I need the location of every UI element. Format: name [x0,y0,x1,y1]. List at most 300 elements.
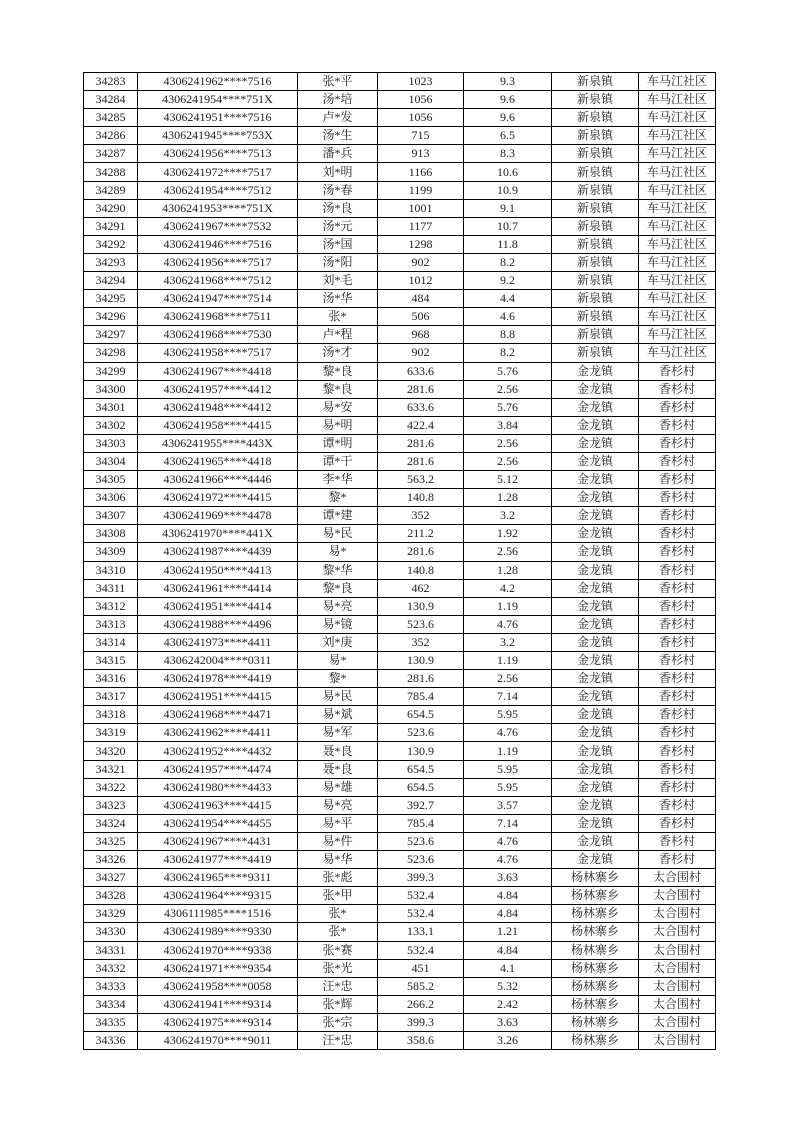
village-cell: 太合围村 [639,1013,716,1031]
amount-cell: 484 [378,290,464,308]
village-cell: 香杉村 [639,543,716,561]
person-name-cell: 黎* [298,670,378,688]
person-name-cell: 汤*才 [298,344,378,362]
village-cell: 车马江社区 [639,217,716,235]
person-name-cell: 汤*生 [298,127,378,145]
row-number-cell: 34287 [84,145,138,163]
table-row [84,923,716,941]
village-cell: 香杉村 [639,615,716,633]
table-row [84,181,716,199]
area-cell: 8.8 [464,326,552,344]
town-cell: 金龙镇 [552,814,639,832]
person-name-cell: 黎*良 [298,380,378,398]
town-cell: 新泉镇 [552,253,639,271]
amount-cell: 532.4 [378,887,464,905]
area-cell: 9.1 [464,199,552,217]
amount-cell: 281.6 [378,670,464,688]
person-name-cell: 易*件 [298,832,378,850]
person-name-cell: 易*斌 [298,706,378,724]
table-row [84,869,716,887]
table-row [84,362,716,380]
amount-cell: 352 [378,633,464,651]
area-cell: 3.57 [464,796,552,814]
town-cell: 杨林寨乡 [552,887,639,905]
village-cell: 太合围村 [639,995,716,1013]
id-number-cell: 4306241947****7514 [138,290,298,308]
person-name-cell: 聂*良 [298,742,378,760]
town-cell: 金龙镇 [552,633,639,651]
area-cell: 4.2 [464,579,552,597]
row-number-cell: 34308 [84,525,138,543]
person-name-cell: 卢*程 [298,326,378,344]
amount-cell: 1298 [378,235,464,253]
row-number-cell: 34316 [84,670,138,688]
table-row [84,724,716,742]
amount-cell: 140.8 [378,561,464,579]
id-number-cell: 4306241962****4411 [138,724,298,742]
row-number-cell: 34315 [84,652,138,670]
amount-cell: 654.5 [378,760,464,778]
row-number-cell: 34283 [84,73,138,91]
person-name-cell: 卢*发 [298,109,378,127]
row-number-cell: 34306 [84,489,138,507]
town-cell: 杨林寨乡 [552,923,639,941]
town-cell: 新泉镇 [552,272,639,290]
table-row [84,561,716,579]
amount-cell: 523.6 [378,851,464,869]
town-cell: 新泉镇 [552,199,639,217]
village-cell: 太合围村 [639,959,716,977]
village-cell: 太合围村 [639,905,716,923]
person-name-cell: 刘*毛 [298,272,378,290]
town-cell: 金龙镇 [552,724,639,742]
village-cell: 太合围村 [639,869,716,887]
table-row [84,887,716,905]
person-name-cell: 张*彪 [298,869,378,887]
table-row [84,905,716,923]
town-cell: 杨林寨乡 [552,977,639,995]
area-cell: 6.5 [464,127,552,145]
amount-cell: 523.6 [378,832,464,850]
row-number-cell: 34301 [84,398,138,416]
town-cell: 杨林寨乡 [552,905,639,923]
table-body [84,73,716,1050]
town-cell: 新泉镇 [552,91,639,109]
table-row [84,217,716,235]
row-number-cell: 34333 [84,977,138,995]
table-row [84,652,716,670]
village-cell: 车马江社区 [639,344,716,362]
table-row [84,778,716,796]
person-name-cell: 聂*良 [298,760,378,778]
id-number-cell: 4306241954****751X [138,91,298,109]
id-number-cell: 4306241951****4415 [138,688,298,706]
town-cell: 新泉镇 [552,127,639,145]
town-cell: 杨林寨乡 [552,959,639,977]
area-cell: 2.56 [464,670,552,688]
row-number-cell: 34305 [84,471,138,489]
person-name-cell: 张*平 [298,73,378,91]
row-number-cell: 34324 [84,814,138,832]
amount-cell: 902 [378,344,464,362]
amount-cell: 968 [378,326,464,344]
area-cell: 9.2 [464,272,552,290]
village-cell: 车马江社区 [639,290,716,308]
row-number-cell: 34321 [84,760,138,778]
table-row [84,326,716,344]
table-row [84,235,716,253]
id-number-cell: 4306241951****4414 [138,597,298,615]
person-name-cell: 刘*庚 [298,633,378,651]
town-cell: 杨林寨乡 [552,869,639,887]
row-number-cell: 34328 [84,887,138,905]
id-number-cell: 4306241975****9314 [138,1013,298,1031]
area-cell: 4.84 [464,941,552,959]
row-number-cell: 34295 [84,290,138,308]
table-row [84,579,716,597]
person-name-cell: 张*辉 [298,995,378,1013]
row-number-cell: 34294 [84,272,138,290]
id-number-cell: 4306241968****4471 [138,706,298,724]
town-cell: 金龙镇 [552,796,639,814]
id-number-cell: 4306241958****4415 [138,416,298,434]
village-cell: 香杉村 [639,489,716,507]
person-name-cell: 易*雄 [298,778,378,796]
row-number-cell: 34323 [84,796,138,814]
amount-cell: 358.6 [378,1031,464,1049]
table-row [84,688,716,706]
person-name-cell: 刘*明 [298,163,378,181]
person-name-cell: 汪*忠 [298,977,378,995]
village-cell: 太合围村 [639,1031,716,1049]
amount-cell: 1177 [378,217,464,235]
id-number-cell: 4306241963****4415 [138,796,298,814]
area-cell: 4.76 [464,851,552,869]
row-number-cell: 34317 [84,688,138,706]
table-row [84,670,716,688]
amount-cell: 392.7 [378,796,464,814]
id-number-cell: 4306241969****4478 [138,507,298,525]
town-cell: 新泉镇 [552,145,639,163]
village-cell: 车马江社区 [639,109,716,127]
amount-cell: 1199 [378,181,464,199]
id-number-cell: 4306241958****7517 [138,344,298,362]
town-cell: 新泉镇 [552,109,639,127]
amount-cell: 140.8 [378,489,464,507]
table-row [84,977,716,995]
town-cell: 金龙镇 [552,434,639,452]
row-number-cell: 34284 [84,91,138,109]
town-cell: 新泉镇 [552,235,639,253]
town-cell: 金龙镇 [552,525,639,543]
village-cell: 香杉村 [639,778,716,796]
id-number-cell: 4306241972****7517 [138,163,298,181]
town-cell: 金龙镇 [552,851,639,869]
area-cell: 3.63 [464,1013,552,1031]
area-cell: 4.76 [464,832,552,850]
amount-cell: 281.6 [378,380,464,398]
id-number-cell: 4306241951****7516 [138,109,298,127]
amount-cell: 654.5 [378,706,464,724]
village-cell: 香杉村 [639,724,716,742]
person-name-cell: 张*宗 [298,1013,378,1031]
table-row [84,1031,716,1049]
town-cell: 金龙镇 [552,579,639,597]
amount-cell: 532.4 [378,905,464,923]
village-cell: 香杉村 [639,398,716,416]
id-number-cell: 4306241968****7530 [138,326,298,344]
id-number-cell: 4306241977****4419 [138,851,298,869]
town-cell: 金龙镇 [552,416,639,434]
town-cell: 杨林寨乡 [552,1031,639,1049]
town-cell: 金龙镇 [552,688,639,706]
row-number-cell: 34329 [84,905,138,923]
town-cell: 金龙镇 [552,670,639,688]
id-number-cell: 4306111985****1516 [138,905,298,923]
person-name-cell: 易*安 [298,398,378,416]
id-number-cell: 4306241987****4439 [138,543,298,561]
village-cell: 太合围村 [639,887,716,905]
area-cell: 1.92 [464,525,552,543]
amount-cell: 1023 [378,73,464,91]
village-cell: 车马江社区 [639,127,716,145]
area-cell: 1.19 [464,742,552,760]
row-number-cell: 34307 [84,507,138,525]
area-cell: 1.21 [464,923,552,941]
town-cell: 新泉镇 [552,326,639,344]
area-cell: 1.28 [464,489,552,507]
village-cell: 车马江社区 [639,326,716,344]
area-cell: 5.95 [464,778,552,796]
area-cell: 5.32 [464,977,552,995]
town-cell: 金龙镇 [552,471,639,489]
id-number-cell: 4306241966****4446 [138,471,298,489]
table-row [84,1013,716,1031]
person-name-cell: 张* [298,308,378,326]
table-row [84,543,716,561]
village-cell: 香杉村 [639,706,716,724]
table-row [84,814,716,832]
town-cell: 金龙镇 [552,832,639,850]
amount-cell: 130.9 [378,652,464,670]
town-cell: 金龙镇 [552,452,639,470]
table-row [84,489,716,507]
id-number-cell: 4306241952****4432 [138,742,298,760]
area-cell: 5.95 [464,706,552,724]
row-number-cell: 34286 [84,127,138,145]
id-number-cell: 4306241946****7516 [138,235,298,253]
table-row [84,832,716,850]
amount-cell: 399.3 [378,869,464,887]
id-number-cell: 4306241945****753X [138,127,298,145]
area-cell: 8.2 [464,344,552,362]
area-cell: 1.19 [464,597,552,615]
amount-cell: 1166 [378,163,464,181]
row-number-cell: 34336 [84,1031,138,1049]
village-cell: 香杉村 [639,525,716,543]
town-cell: 新泉镇 [552,308,639,326]
table-row [84,706,716,724]
person-name-cell: 易*镜 [298,615,378,633]
table-row [84,471,716,489]
id-number-cell: 4306241970****9338 [138,941,298,959]
area-cell: 2.56 [464,543,552,561]
area-cell: 9.6 [464,109,552,127]
id-number-cell: 4306241972****4415 [138,489,298,507]
town-cell: 金龙镇 [552,778,639,796]
village-cell: 香杉村 [639,579,716,597]
data-table [83,72,716,1050]
person-name-cell: 谭*干 [298,452,378,470]
area-cell: 3.26 [464,1031,552,1049]
village-cell: 香杉村 [639,416,716,434]
person-name-cell: 潘*兵 [298,145,378,163]
village-cell: 香杉村 [639,760,716,778]
person-name-cell: 易*亮 [298,796,378,814]
id-number-cell: 4306241956****7513 [138,145,298,163]
person-name-cell: 张*光 [298,959,378,977]
id-number-cell: 4306241968****7512 [138,272,298,290]
table-row [84,742,716,760]
person-name-cell: 易*军 [298,724,378,742]
id-number-cell: 4306241988****4496 [138,615,298,633]
village-cell: 香杉村 [639,380,716,398]
amount-cell: 633.6 [378,362,464,380]
town-cell: 金龙镇 [552,760,639,778]
village-cell: 香杉村 [639,670,716,688]
village-cell: 香杉村 [639,597,716,615]
person-name-cell: 易*明 [298,416,378,434]
table-row [84,851,716,869]
row-number-cell: 34332 [84,959,138,977]
person-name-cell: 黎*良 [298,579,378,597]
area-cell: 3.2 [464,633,552,651]
area-cell: 3.84 [464,416,552,434]
area-cell: 4.76 [464,615,552,633]
town-cell: 新泉镇 [552,181,639,199]
town-cell: 金龙镇 [552,597,639,615]
row-number-cell: 34290 [84,199,138,217]
area-cell: 10.6 [464,163,552,181]
village-cell: 车马江社区 [639,163,716,181]
area-cell: 5.76 [464,398,552,416]
table-row [84,525,716,543]
amount-cell: 281.6 [378,452,464,470]
town-cell: 金龙镇 [552,652,639,670]
village-cell: 车马江社区 [639,91,716,109]
row-number-cell: 34313 [84,615,138,633]
id-number-cell: 4306241965****9311 [138,869,298,887]
village-cell: 香杉村 [639,796,716,814]
id-number-cell: 4306241964****9315 [138,887,298,905]
amount-cell: 281.6 [378,543,464,561]
village-cell: 车马江社区 [639,73,716,91]
person-name-cell: 张*赛 [298,941,378,959]
town-cell: 金龙镇 [552,706,639,724]
village-cell: 香杉村 [639,633,716,651]
table-row [84,398,716,416]
amount-cell: 633.6 [378,398,464,416]
table-row [84,163,716,181]
town-cell: 金龙镇 [552,615,639,633]
town-cell: 金龙镇 [552,561,639,579]
amount-cell: 281.6 [378,434,464,452]
village-cell: 香杉村 [639,832,716,850]
table-row [84,760,716,778]
amount-cell: 211.2 [378,525,464,543]
area-cell: 1.19 [464,652,552,670]
id-number-cell: 4306241962****7516 [138,73,298,91]
amount-cell: 523.6 [378,615,464,633]
table-row [84,109,716,127]
id-number-cell: 4306241957****4474 [138,760,298,778]
person-name-cell: 张* [298,905,378,923]
table-row [84,452,716,470]
area-cell: 5.95 [464,760,552,778]
village-cell: 车马江社区 [639,272,716,290]
amount-cell: 130.9 [378,597,464,615]
village-cell: 车马江社区 [639,235,716,253]
person-name-cell: 汤*阳 [298,253,378,271]
area-cell: 11.8 [464,235,552,253]
area-cell: 5.76 [464,362,552,380]
person-name-cell: 李*华 [298,471,378,489]
id-number-cell: 4306241973****4411 [138,633,298,651]
village-cell: 香杉村 [639,742,716,760]
village-cell: 太合围村 [639,977,716,995]
person-name-cell: 易* [298,543,378,561]
person-name-cell: 汤*培 [298,91,378,109]
id-number-cell: 4306241970****9011 [138,1031,298,1049]
person-name-cell: 易*华 [298,851,378,869]
area-cell: 5.12 [464,471,552,489]
town-cell: 金龙镇 [552,380,639,398]
amount-cell: 532.4 [378,941,464,959]
village-cell: 太合围村 [639,941,716,959]
person-name-cell: 易*民 [298,688,378,706]
table-row [84,995,716,1013]
town-cell: 新泉镇 [552,163,639,181]
area-cell: 1.28 [464,561,552,579]
id-number-cell: 4306241980****4433 [138,778,298,796]
id-number-cell: 4306241970****441X [138,525,298,543]
amount-cell: 902 [378,253,464,271]
row-number-cell: 34335 [84,1013,138,1031]
person-name-cell: 黎*华 [298,561,378,579]
row-number-cell: 34322 [84,778,138,796]
person-name-cell: 汤*春 [298,181,378,199]
person-name-cell: 易* [298,652,378,670]
row-number-cell: 34331 [84,941,138,959]
village-cell: 香杉村 [639,814,716,832]
village-cell: 香杉村 [639,561,716,579]
village-cell: 车马江社区 [639,199,716,217]
row-number-cell: 34288 [84,163,138,181]
id-number-cell: 4306241961****4414 [138,579,298,597]
person-name-cell: 黎*良 [298,362,378,380]
id-number-cell: 4306241978****4419 [138,670,298,688]
row-number-cell: 34292 [84,235,138,253]
village-cell: 香杉村 [639,688,716,706]
amount-cell: 266.2 [378,995,464,1013]
area-cell: 7.14 [464,814,552,832]
town-cell: 金龙镇 [552,742,639,760]
table-row [84,615,716,633]
amount-cell: 654.5 [378,778,464,796]
town-cell: 新泉镇 [552,290,639,308]
amount-cell: 785.4 [378,688,464,706]
person-name-cell: 易*亮 [298,597,378,615]
